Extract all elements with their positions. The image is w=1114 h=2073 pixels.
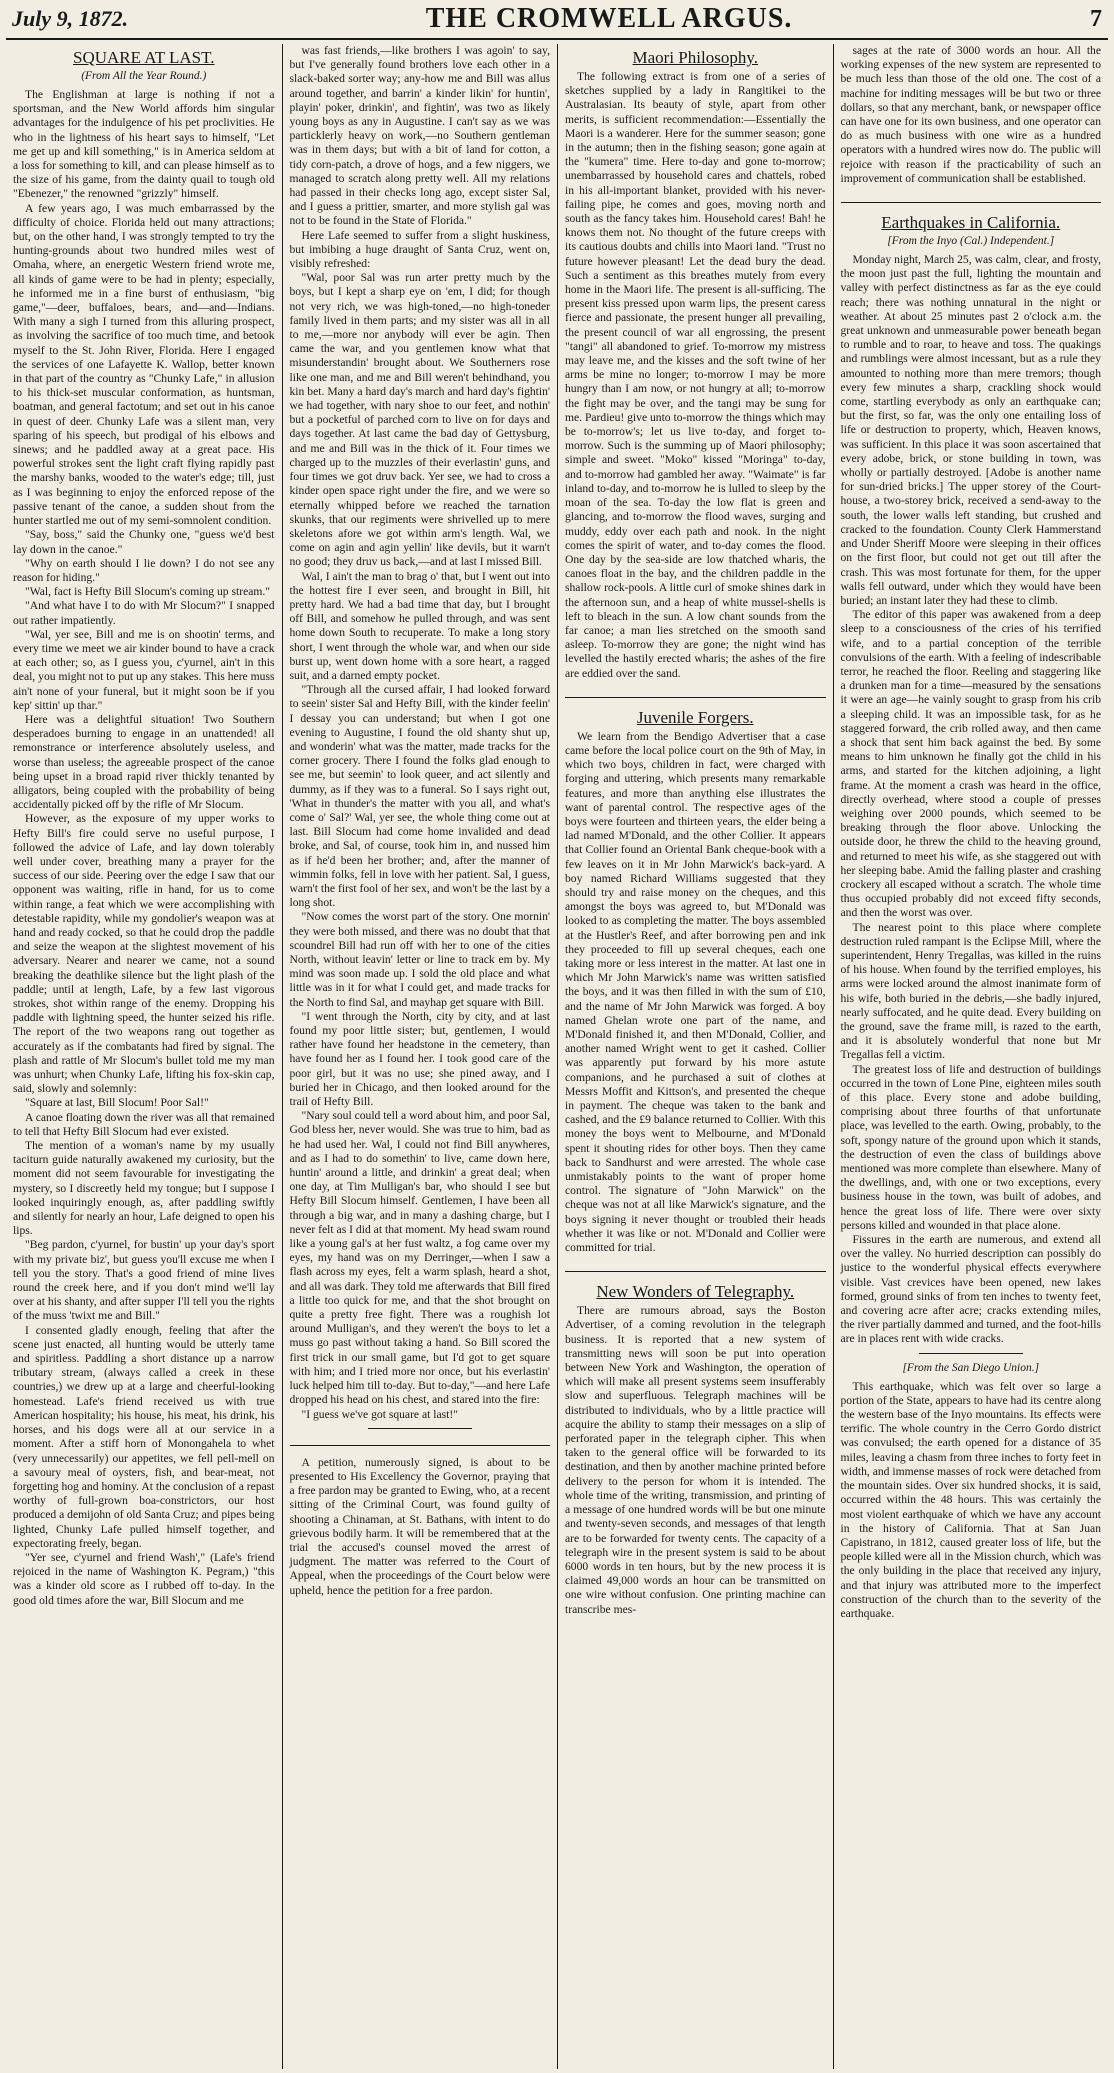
paragraph: "Wal, fact is Hefty Bill Slocum's coming up stream." (25, 585, 271, 599)
paragraph: The nearest point to this place where complete destruction ruled rampant is the Eclipse Mill, where the superintendent, Henry Tregallas, was killed in the ruins of his house. When found by the terrified employes, his arms were locked around the almost inanimate form of his wife, both buried in the debris,—she badly injured, nearly suffocated, and he quite dead. Every building on the ground, save the frame mill, is razed to the earth, and it is absolutely wonderful that none but Mr Tregallas fell a victim. (840, 920, 1101, 1062)
paragraph: The following extract is from one of a series of sketches supplied by a lady in Rangitikei to the Australasian. Its beauty of style, apart from other merits, is sufficient recommendation:—Essentially the Maori is a wanderer. Here for the summer season; gone in the autumn; then in the fishing season; gone again at the "kumera" time. Here to-day and gone to-morrow; unembarrassed by household cares and chattels, robed in his all-important blanket, provided with his never-failing pipe, he comes and goes, moving north and south as the fancy takes him. Household cares! Bah! he knows them not. No thought of the future creeps with its cautious doubts and chills into Maori land. "Trust no future however pleasant! Let the dead bury the dead. Such a sentiment as this breathes mutely from every home in the Maori life. The present is all-sufficing. The present kiss pressed upon warm lips, the present caress fierce and passionate, the present hunger all prevailing, the present council of war all engrossing, the present "tangi" all abandoned to grief. To-morrow my mistress may leave me, and the kisses and the soft twine of her arms be mine no longer; to-morrow I may be more hungry than I am now, or not hungry at all; to-morrow the fight may be over, and the tangi may be sung for me. Pardieu! give unto to-morrow the things which may be to-morrow's; let us live to-day, and forget to-morrow. Such is the summing up of Maori philosophy; simple and sweet. "Moko" kissed "Moringa" to-day, and to-morrow had gambled her away. "Waimate" is far inland to-day, and to-morrow he is lulled to sleep by the moan of the sea. To-day the low flat is green and glancing, and to-morrow the flood waves, surging and muddy, eddy over each path and nook. In the night comes the spirit of water, and to-day comes the flood. One day by the sea-side are low thatched wharis, the canoes float in the bay, and the children paddle in the shallow rock-pools. A little curl of smoke shines dark in the afternoon sun, and a heap of white mussel-shells is left to bleach in the sun. A low chant sounds from the far canoe; a man lies stretched on the smooth sand asleep. To-morrow they are gone; the night wind has levelled the hastily erected wharis; the ashes of the fire are eddied over the sand. (565, 70, 826, 680)
paragraph: A few years ago, I was much embarrassed by the difficulty of choice. Florida held out many attractions; but, on the other hand, I was strongly tempted to try the hunting-grounds about two hundred miles west of Omaha, where, an energetic Western friend wrote me, all kinds of game were to be had in plenty; especially, he informed me in a fine burst of enthusiasm, "big game,"—deer, buffaloes, bears, and—and—Indians. With many a sigh I turned from this alluring prospect, as involving the sacrifice of too much time, and betook myself to the St. John River, Florida. Here I engaged the services of one Lafayette K. Wallop, better known in that part of the country as "Chunky Lafe," in allusion to his thick-set muscular conformation, as huntsman, boatman, and general factotum; and set out in his canoe in quest of deer. Chunky Lafe was a silent man, very sparing of his speech, but prodigal of his elbows and sinews; and he paddled away at a great pace. His powerful strokes sent the light craft flying rapidly past the marshy banks, wooded to the water's edge; till, just as I was beginning to enjoy the enforced repose of the passive tenant of the canoe, a sudden shout from the hunter startled me out of my semi-somnolent condition. (13, 201, 275, 528)
paragraph: "I went through the North, city by city, and at last found my poor little sister; but, gentlemen, I would rather have found her headstone in the cemetery, than have found her as I found her. I took good care of the poor girl, but it was no use; she pined away, and I buried her in Chicago, and then looked around for the trail of Hefty Bill. (289, 1009, 550, 1109)
paragraph: "Through all the cursed affair, I had looked forward to seein' sister Sal and Hefty Bill, with the kinder feelin' I dessay you can understand; but when I got one evening to Augustine, I found the old shanty shut up, and wonderin' what was the matter, made tracks for the corner grocery. There I found the folks glad enough to see me, but seemin' to look queer, and act silently and dummy, as if they was to a funeral. So I says right out, 'What in thunder's the matter with you all, and what's come o' Sal?' Wal, yer see, the whole thing come out at last. Bill Slocum had come home invalided and dead broke, and Sal, of course, took him in, and nussed him as if he'd been her brother; and, after the manner of wimmin folks, fell in love with her patient. Sal, I guess, warn't the first fool of her sex, and won't be the last by a long shot. (289, 683, 550, 910)
paragraph: Here was a delightful situation! Two Southern desperadoes burning to engage in an unattended! all remonstrance or interference absolutely useless, and worse than useless; the agreeable prospect of the canoe being upset in a broad rapid river thickly tenanted by alligators, being coupled with the probability of being accidentally picked off by the rifle of Mr Slocum. (13, 712, 275, 812)
article-separator (841, 202, 1102, 203)
article-body-square-at-last-continued (290, 44, 551, 1422)
article-end-rule (919, 1353, 1023, 1354)
paragraph: Monday night, March 25, was calm, clear, and frosty, the moon just past the full, lighting the mountain and valley with perfect distinctness as far as the eye could reach; there was nothing unnatural in the night or weather. At about 25 minutes past 2 o'clock a.m. the great unknown and unmeasurable power beneath began to rumble and to roar, to heave and toss. The quakings and rumblings were almost incessant, but as a rule they amounted to nothing more than mere tremors; though every few minutes a sharp, crackling shock would come, startling everybody as only an earthquake can; but the first, so far, was the only one entailing loss of life or destruction to property, which, Heaven knows, was sufficient. In this place it was soon ascertained that every adobe, brick, or stone building in town, was wholly or partially destroyed. [Adobe is another name for sun-dried bricks.] The upper storey of the Court-house, a two-storey brick, received a send-away to the south, the lower walls left standing, but crushed and cracked to the foundation. County Clerk Hammerstand and Under Sheriff Moore were sleeping in their offices on the first floor, but could not get out till after the crash. This was most fortunate for them, for the upper walls fell outward, under which they would have been buried; an instant later they had these to climb. (840, 253, 1101, 607)
masthead (6, 0, 1108, 40)
article-body-telegraphy-continued (841, 44, 1102, 186)
paragraph: "Why on earth should I lie down? I do not see any reason for hiding." (13, 556, 275, 584)
paragraph: We learn from the Bendigo Advertiser that a case came before the local police court on the 9th of May, in which two boys, children in fact, were charged with forging and uttering, which presents many remarkable features, and more than anything else illustrates the want of parental control. The respective ages of the boys were fourteen and thirteen years, the elder being a lad named M'Donald, and the other Collier. It appears that Collier found an Oriental Bank cheque-book with a few leaves on it in Mr John Marwick's back-yard. A boy named Richard Williams suggested that they should try and raise money on the cheques, and this amongst the boys was agreed to, but M'Donald was looked to as completing the matter. The boys assembled at the Hustler's Reef, and after borrowing pen and ink they proceeded to fill up several cheques, each one taking more or less interest in the matter. At last one in which Mr John Marwick's name was written satisfied the boys, and it was then filled in with the sum of £10, and the name of Mr John Marwick was forged. A boy named Ghelan wrote one part of the name, and M'Donald finished it, and then M'Donald, Collier, and another named Wright went to get it cashed. Collier was apparently put forward by his more astute companions, and he purchased a suit of clothes at Messrs Moffit and Kittson's, and presented the cheque in payment. The cheque was taken to the bank and cashed, and the £9 balance returned to Collier. With this money the boys went to Melbourne, and M'Donald spent it shouting rides for other boys. Then they came back to Sandhurst and were arrested. The whole case unmistakably points to the want of proper home control. The signature of "John Marwick" on the cheque was not at all like Marwick's signature, and the boys signing it never thought or troubled their heads whether it was like or not. M'Donald and Collier were committed for trial. (565, 729, 826, 1255)
paragraph: There are rumours abroad, says the Boston Advertiser, of a coming revolution in the telegraph business. It is reported that a new system of transmitting news will soon be put into operation between New York and Washington, the operation of which will make all present systems seem insufferably slow and superfluous. Telegraph machines will be distributed to individuals, who by a little practice will acquire the ability to stamp their messages on a slip of perforated paper in the telegraph cipher. This when taken to the general office will be forwarded to its destination, and then by another machine printed before delivery to the person for whom it is intended. The whole time of the writing, transmission, and printing of a message of one hundred words will be but one minute and twenty-seven seconds, and messages of that length are to be forwarded for twenty cents. The capacity of a telegraph wire in the present system is said to be about 6000 words in ten hours, but by the new process it is claimed 49,000 words an hour can be transmitted on one wire without confusion. One printing machine can transcribe mes- (565, 1304, 826, 1616)
article-end-rule (368, 1428, 472, 1429)
paragraph: Fissures in the earth are numerous, and extend all over the valley. No hurried description can possibly do justice to the wonderful physical effects everywhere visible. Vast crevices have been opened, new lakes formed, ground sinks of from ten inches to twenty feet, and covering acre after acre; cracks extending miles, the river partially dammed and turned, and the foot-hills are in places rent with wide cracks. (840, 1233, 1101, 1346)
article-separator (565, 697, 826, 698)
article-body-maori-philosophy (565, 70, 826, 681)
paragraph: The greatest loss of life and destruction of buildings occurred in the town of Lone Pine, eighteen miles south of this place. Every stone and adobe building, comprising about three fourths of that unfortunate place, was levelled to the earth. Owing, probably, to the soft, spongy nature of the ground upon which it stands, the destruction of even the class of buildings above mentioned was more complete than elsewhere. Many of the dwellings, and, with one or two exceptions, every business house in the town, was built of adobes, and hence the great loss of life. There were over sixty persons killed and wounded in that place alone. (840, 1062, 1101, 1232)
paragraph: "Wal, yer see, Bill and me is on shootin' terms, and every time we meet we air kinder bound to have a crack at each other; so, as I guess you, c'yurnel, ain't in this deal, you might not to put up any stakes. This here muss ain't none of your funeral, but it might soon be if you kep' sittin' up thar." (13, 627, 275, 712)
article-separator (565, 1271, 826, 1272)
article-title-new-wonders-of-telegraphy: New Wonders of Telegraphy. (596, 1282, 795, 1302)
paragraph: was fast friends,—like brothers I was agoin' to say, but I've generally found brothers love each other in a slack-baked sorter way; any-how me and Bill was allus around together, and barrin' a kinder likin' for huntin', playin' poker, drinkin', and fightin', was two as likely young boys as any in Augustine. I can't say as we was particklerly heavy on work,—no Southern gentleman was in them days; but with a bit of land for cotton, a tidy corn-patch, a drove of hogs, and a few niggers, we managed to scratch along pretty well. All my relations had passed in their checks long ago, except sister Sal, and I guess a prittier, smarter, and more stylish gal was not to be found in the State of Florida." (289, 44, 550, 228)
paragraph: "Now comes the worst part of the story. One mornin' they were both missed, and there was no doubt that that scoundrel Bill had run off with her to one of the cities North, without leavin' letter or line to track em by. My mind was soon made up. I sold the old place and what little was in it for what I could get, and made tracks for the North to find Sal, and mayhap get square with Bill. (289, 910, 550, 1009)
paragraph: Wal, I ain't the man to brag o' that, but I went out into the hottest fire I ever seen, and brought in Bill, hit pretty hard. We had a bad time that day, but I brought off Bill, and somehow he pulled through, and was sent home down South to recuperate. To make a long story short, I went through the whole war, and when our side burst up, went down home with a sore heart, a ragged suit, and a darned empty pocket. (289, 569, 550, 682)
paragraph: "Square at last, Bill Slocum! Poor Sal!" (25, 1096, 209, 1110)
paragraph: "Beg pardon, c'yurnel, for bustin' up your day's sport with my private biz', but guess you'll excuse me when I tell you the story. That's a good friend of mine lives round the creek here, and if you don't mind we'll lay over at his shanty, and after supper I'll tell you the rights of the muss 'twixt me and Bill." (13, 1238, 275, 1323)
column-3 (557, 44, 833, 2069)
article-title-maori-philosophy: Maori Philosophy. (632, 48, 758, 67)
issue-date: July 9, 1872. (12, 6, 129, 31)
article-body-juvenile-forgers (565, 730, 826, 1256)
paragraph: "I guess we've got square at last!" (301, 1407, 458, 1421)
paragraph: This earthquake, which was felt over so large a portion of the State, appears to have had its centre along the western base of the Inyo mountains. Its effects were terrific. The whole country in the Cerro Gordo district was convulsed; the earth opened for a distance of 35 miles, leaving a chasm from three inches to forty feet in width, and immense masses of rock were detached from the mountain sides. Over six hundred shocks, it is said, occurred within the 48 hours. This was certainly the most violent earthquake of which we have any account in the history of California. That at San Juan Capistrano, in 1812, caused greater loss of life, but the people killed were all in the Mission church, which was the only building in the place that received any injury, and that injury was attributed more to the imperfect construction of the church than to the severity of the earthquake. (840, 1379, 1101, 1620)
column-separator (290, 1445, 551, 1446)
article-body-earthquakes-san-diego (841, 1380, 1102, 1621)
paragraph: A canoe floating down the river was all that remained to tell that Hefty Bill Slocum had ever existed. (13, 1110, 275, 1138)
article-title-square-at-last: SQUARE AT LAST. (72, 48, 215, 67)
columns (6, 44, 1108, 2069)
article-body-square-at-last (13, 88, 275, 1608)
paragraph: "Say, boss," said the Chunky one, "guess we'd best lay down in the canoe." (13, 528, 275, 556)
article-source: (From All the Year Round.) (81, 70, 207, 82)
article-body-earthquakes (841, 253, 1102, 1347)
paragraph: Here Lafe seemed to suffer from a slight huskiness, but imbibing a huge draught of Santa Cruz, went on, visibly refreshed: (289, 228, 550, 271)
paragraph: I consented gladly enough, feeling that after the scene just enacted, all hunting would be utterly tame and spiritless. Paddling a short distance up a narrow tributary stream, (always called a creek in these countries,) we drew up at a large and cheerful-looking homestead. Lafe's friend received us with true American hospitality; his house, his meat, his drink, his horses, and his dogs were all at our service in a moment. After a stiff horn of Monongahela to whet (very unnecessarily) our appetites, we fell pell-mell on a savoury meal of oysters, fish, and bear-meat, not forgetting hog and hominy. At the conclusion of a repast worthy of full-grown boa-constrictors, our host produced a demijohn of old Santa Cruz; and pipes being lighted, Chunky Lafe pulled himself together, and expectorating freely, began. (13, 1323, 275, 1550)
newspaper-title: THE CROMWELL ARGUS. (425, 3, 793, 34)
article-source-san-diego: [From the San Diego Union.] (902, 1361, 1040, 1374)
page-number: 7 (1089, 5, 1102, 32)
paragraph: The editor of this paper was awakened from a deep sleep to a consciousness of the cries of his terrified wife, and to a partial conception of the terrible convulsions of the earth. With a feeling of indescribable terror, he reached the floor. Reeling and staggering like a drunken man for a time—measured by the sensations it were an age—he vainly sought to grasp from his crib a sleeping child. It was an impossible task, for as he staggered forward, the crib rolled away, and then came a shock that sent him back against the bed. By some means to him unknown he finally got the child in his arms, and started for the kitchen adjoining, a light frame. At the moment a crash was heard in the office, directly overhead, where stood a couple of presses weighing over 2000 pounds, which seemed to be breaking through the floor above. Unlocking the outside door, he threw the child to the heaving ground, and returned to meet his wife, as she staggered out with her sleeping babe. Amid the falling plaster and crashing crockery all escaped without a scratch. The whole time thus occupied probably did not exceed fifty seconds, and then the worst was over. (840, 608, 1101, 920)
column-4 (833, 44, 1109, 2069)
article-title-juvenile-forgers: Juvenile Forgers. (636, 707, 754, 727)
paragraph: "And what have I to do with Mr Slocum?" I snapped out rather impatiently. (13, 599, 275, 627)
article-body-new-wonders-of-telegraphy (565, 1304, 826, 1616)
paragraph: "Wal, poor Sal was run arter pretty much by the boys, but I kept a sharp eye on 'em, I did; for though not very rich, we was high-toned,—no high-toneder family lived in them parts; and my sister was all in all to me,—more nor anybody will ever be agin. Then came the war, and you gentlemen know what that misunderstandin' brought about. We Southerners rose like one man, and me and Bill weren't behindhand, you kin bet. Many a hard day's march and hard day's fightin' we had together, with nary shoe to our feet, and nothin' but a pocketful of parched corn to live on for days and days together. At last came the bad day of Gettysburg, and me and Bill was in the thick of it. Four times we charged up to the muzzles of their everlastin' guns, and four times we got druv back. Yer see, we had to cross a kinder open space right under the fire, and we were so eternally whipped before we reached the tarnation skunks, that our regiments were shrivelled up to mere skeletons afore we got within arm's length. Wal, we come on agin and agin yellin' like devils, but it warn't no good; they druv us back,—and at last I missed Bill. (289, 271, 550, 569)
paragraph: sages at the rate of 3000 words an hour. All the working expenses of the new system are represented to be much less than those of the old one. The cost of a machine for inditing messages will be but two or three dollars, so that any merchant, bank, or newspaper office can have one for its own business, and one operator can do as much business with one wire as a hundred operators with a hundred wires now do. The public will rejoice with reason if the practicability of such an improvement of communication shall be established. (840, 44, 1101, 185)
paragraph: "Nary soul could tell a word about him, and poor Sal, God bless her, never would. She was true to him, bad as he had used her. Wal, I could not find Bill anywheres, and as I had to do somethin' to live, came down here, huntin' around a little, and drinkin' a great deal; when one day, at Tim Mulligan's bar, who should I see but Hefty Bill Slocum himself. Gentlemen, I have been all through a big war, and in many a dashing charge, but I never felt as I did at that moment. My head swam round like a young gal's at her fust waltz, a fog came over my eyes, my hand was on my Derringer,—when I saw a flash across my eyes, felt a warm splash, heard a shot, and all was dark. They told me afterwards that Bill fired a little too quick for me, and that the shot brought on quite a pretty free fight. There was a roughish lot around Mulligan's, and they weren't the boys to let a muss go past without taking a hand. So Bill scored the first trick in our small game, but I'd got to get square with him; and I tried more nor once, but his everlastin' luck helped him till to-day. But to-day,"—and here Lafe dropped his head on his chest, and stared into the fire: (289, 1109, 550, 1407)
column-2 (282, 44, 558, 2069)
paragraph: The mention of a woman's name by my usually taciturn guide naturally awakened my curiosity, but the moment did not seem favourable for investigating the mystery, so I discreetly held my tongue; but I suppose I looked inquiringly enough, as, after paddling swiftly and silently for nearly an hour, Lafe deigned to open his lips. (13, 1139, 275, 1238)
paragraph: The Englishman at large is nothing if not a sportsman, and the New World affords him singular advantages for the indulgence of his pet proclivities. He who in the lightness of his heart says to himself, "Let me get up and kill something," is in America seldom at a loss for something to kill, and can please himself as to the size of his game, from the dainty quail to tough old "Ebenezer," the renowned "grizzly" himself. (13, 88, 275, 201)
article-body-petition (290, 1456, 551, 1598)
paragraph: A petition, numerously signed, is about to be presented to His Excellency the Governor, praying that a free pardon may be granted to Ewing, who, at a recent sitting of the Criminal Court, was found guilty of shooting a Chinaman, at St. Bathans, with intent to do grievous bodily harm. It will be remembered that at the trial the accused's counsel moved the arrest of judgment. The matter was referred to the Court of Appeal, when the proceedings of the Court below were upheld, hence the petition for a free pardon. (289, 1455, 550, 1597)
paragraph: "Yer see, c'yurnel and friend Wash'," (Lafe's friend rejoiced in the name of Washington K. Pegram,) "this was a kinder old score as I rubbed off to-day. In the good old times afore the war, Bill Slocum and me (13, 1550, 275, 1607)
article-title-earthquakes-in-california: Earthquakes in California. (881, 213, 1061, 233)
paragraph: However, as the exposure of my upper works to Hefty Bill's fire could serve no useful purpose, I followed the advice of Lafe, and lay down tolerably well under cover, breathing many a prayer for the success of our side. Peering over the edge I saw that our opponent was waiting, rifle in hand, for us to come within range, a feat which we were accomplishing with detestable rapidity, while my gondolier's weapon was at hand and ready cocked, so that he could drop the paddle and seize the weapon at the slightest movement of his adversary. Nearer and nearer we came, not a sound breaking the deathlike silence but the light plash of the paddle; until at length, Lafe, by a few last vigorous strokes, shot within range of the enemy. Dropping his paddle with lightning speed, the hunter seized his rifle. The report of the two weapons rang out together as accurately as if the combatants had fired by signal. The plash and rattle of Mr Slocum's bullet told me my man was unhurt; when Chunky Lafe, lifting his fox-skin cap, said, slowly and solemnly: (13, 812, 275, 1096)
column-1 (6, 44, 282, 2069)
article-source-inyo: [From the Inyo (Cal.) Independent.] (887, 235, 1055, 248)
